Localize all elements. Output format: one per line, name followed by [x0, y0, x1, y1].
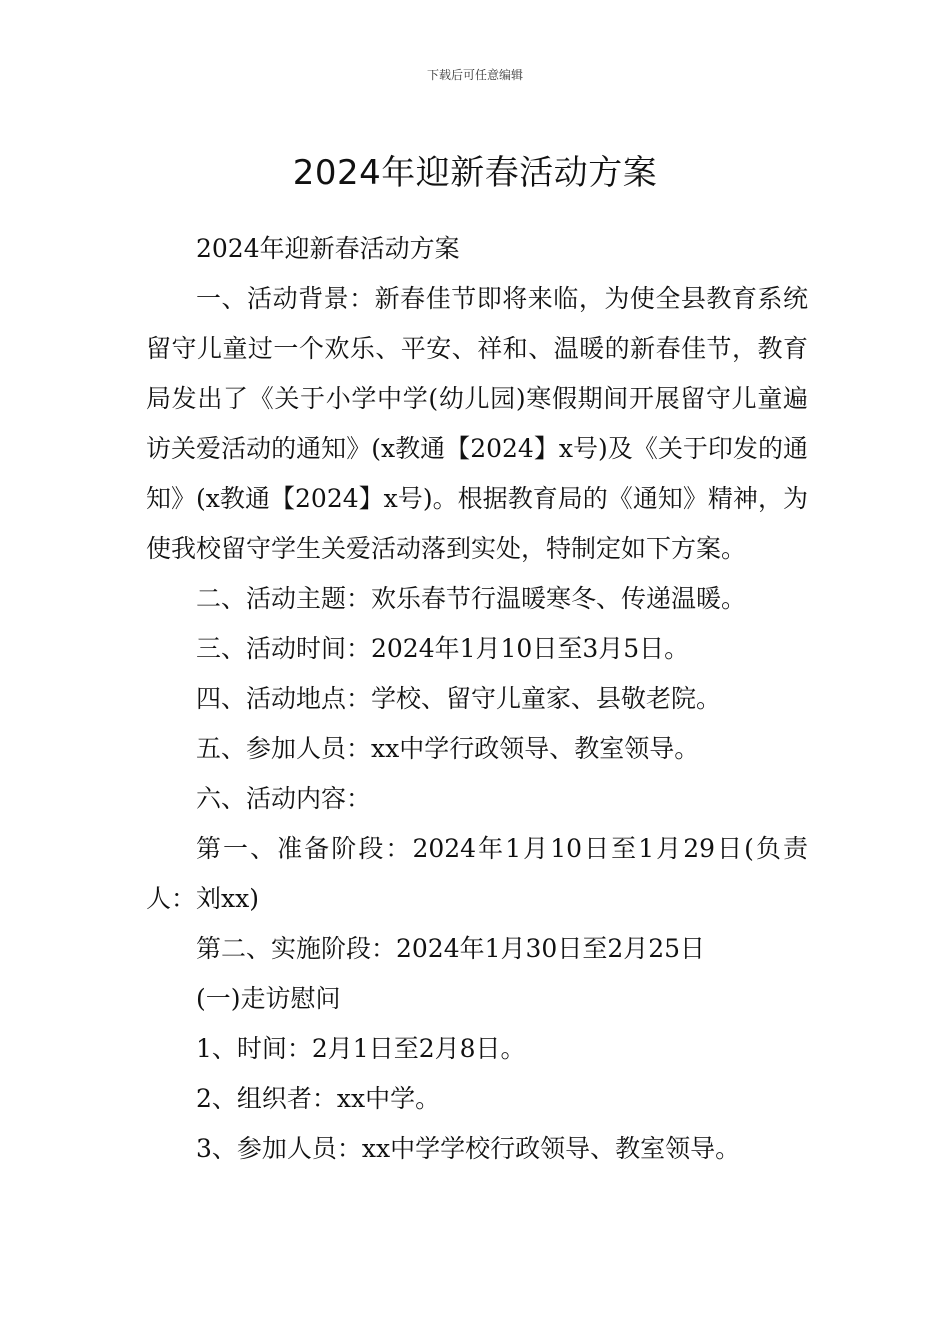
paragraph-visit-time: 1、时间：2月1日至2月8日。	[196, 1034, 526, 1063]
paragraph-time: 三、活动时间：2024年1月10日至3月5日。	[196, 634, 690, 663]
paragraph-background: 一、活动背景：新春佳节即将来临，为使全县教育系统留守儿童过一个欢乐、平安、祥和、温暖的新春佳节，教育局发出了《关于小学中学(幼儿园)寒假期间开展留守儿童遍访关爱活动的通知》(x教通【2024】x号)及《关于印发的通知》(x教通【2024】x号)。根据教育局的《通知》精神，为使我校留守学生关爱活动落到实处，特制定如下方案。	[146, 284, 808, 563]
header-note: 下载后可任意编辑	[426, 68, 523, 82]
paragraph-subtitle: 2024年迎新春活动方案	[196, 234, 460, 263]
paragraph-visit-heading: (一)走访慰问	[196, 984, 341, 1013]
paragraph-stage-two: 第二、实施阶段：2024年1月30日至2月25日	[196, 934, 706, 963]
paragraph-visit-participants: 3、参加人员：xx中学学校行政领导、教室领导。	[196, 1134, 741, 1163]
paragraph-theme: 二、活动主题：欢乐春节行温暖寒冬、传递温暖。	[196, 584, 747, 613]
paragraph-participants: 五、参加人员：xx中学行政领导、教室领导。	[196, 734, 700, 763]
paragraph-organizer: 2、组织者：xx中学。	[196, 1084, 441, 1113]
document-body	[146, 224, 808, 1174]
paragraph-stage-one: 第一、准备阶段：2024年1月10日至1月29日(负责人：刘xx)	[146, 834, 808, 913]
paragraph-location: 四、活动地点：学校、留守儿童家、县敬老院。	[196, 684, 722, 713]
document-title: 2024年迎新春活动方案	[292, 152, 658, 193]
paragraph-content-heading: 六、活动内容：	[196, 784, 372, 813]
